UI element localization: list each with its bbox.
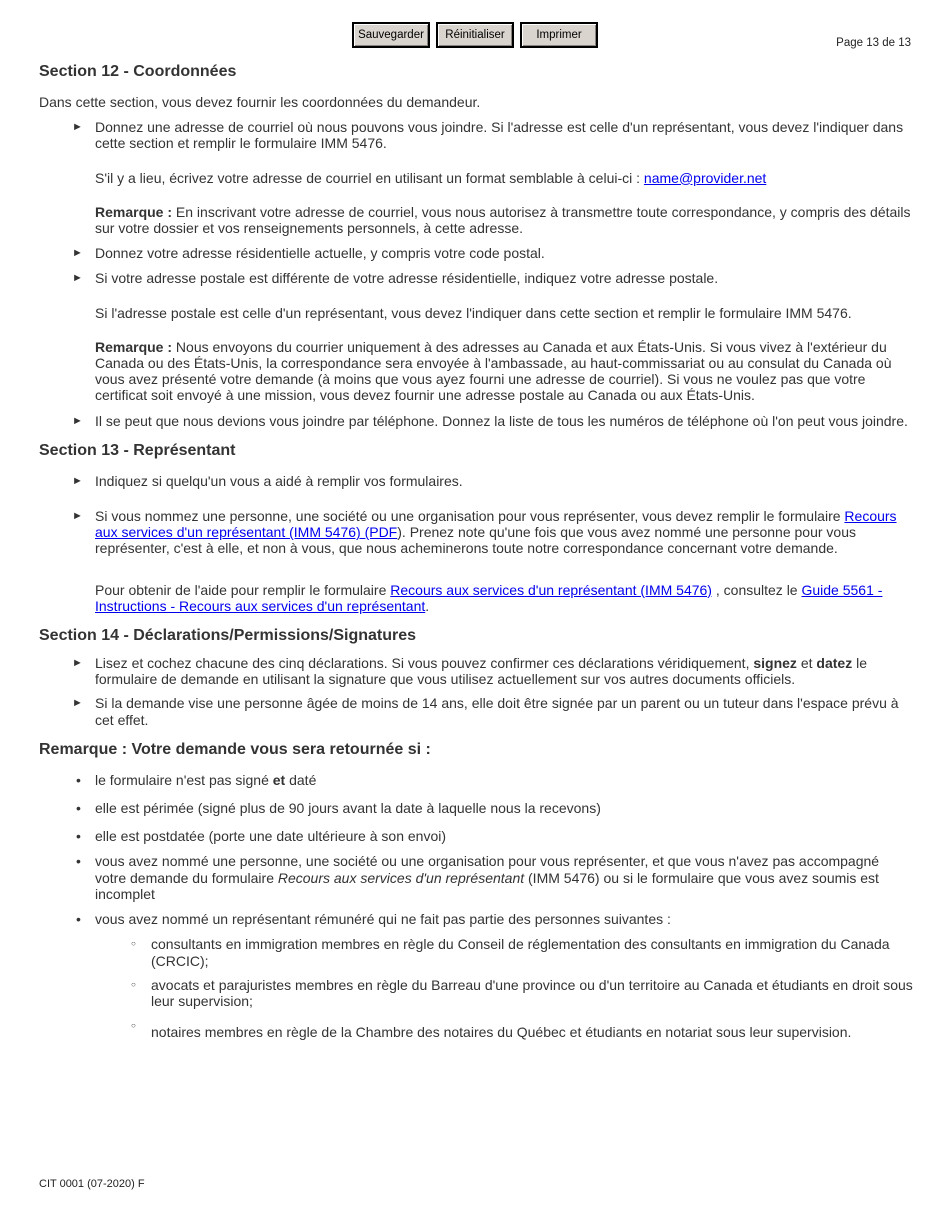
paid-rep-notaries: ○ notaires membres en règle de la Chambre des notaires du Québec et étudiants en notariat sous leur supervision. — [39, 1024, 914, 1040]
note-email-text: En inscrivant votre adresse de courriel, vous nous autorisez à transmettre toute correspondance, y compris des détails sur votre dossier et vos renseignements personnels, à cette adresse. — [95, 203, 911, 237]
guide-5561-link[interactable]: Guide 5561 - Instructions - Recours aux services d'un représentant — [95, 581, 883, 614]
save-button[interactable]: Sauvegarder — [352, 22, 430, 48]
s13-help-guide — [39, 582, 914, 614]
return-item-postdated: • elle est postdatée (porte une date ultérieure à son envoi) — [39, 828, 914, 844]
return-note-title: Remarque : Votre demande vous sera retournée si : — [39, 740, 431, 758]
form-code: CIT 0001 (07-2020) F — [39, 1178, 145, 1190]
decl-text-pre: Lisez et cochez chacune des cinq déclarations. Si vous pouvez confirmer ces déclarations véridiquement, — [95, 655, 754, 672]
page-number: Page 13 de 13 — [836, 37, 911, 49]
s12-bullet-postal: ► Si votre adresse postale est différente de votre adresse résidentielle, indiquez votre adresse postale. — [39, 270, 914, 286]
reset-button[interactable]: Réinitialiser — [436, 22, 514, 48]
paid-rep-consultants: ○ consultants en immigration membres en règle du Conseil de réglementation des consultants en immigration du Canada (CRCIC); — [39, 936, 914, 968]
help-text-pre: Pour obtenir de l'aide pour remplir le formulaire — [95, 581, 391, 598]
rep-form-pre: vous avez nommé une personne, une société ou une organisation pour vous représenter, et que vous n'avez pas accompagné votre demande du formulaire — [95, 853, 880, 886]
imm5476-link[interactable]: Recours aux services d'un représentant (IMM 5476) — [390, 581, 712, 598]
section-13-title: Section 13 - Représentant — [39, 441, 236, 459]
s12-bullet-residential: ► Donnez votre adresse résidentielle actuelle, y compris votre code postal. — [39, 245, 914, 261]
s12-bullet-phone: ► Il se peut que nous devions vous joindre par téléphone. Donnez la liste de tous les numéros de téléphone où l'on peut vous joindre. — [39, 413, 914, 429]
note-mail-text: Nous envoyons du courrier uniquement à des adresses au Canada et aux États-Unis. Si vous vivez à l'extérieur du Canada ou des États-Unis, la correspondance sera envoyée à l'ambassade, au haut-commissariat ou au consulat du Canada où vous avez présenté votre demande (à moins que vous ayez fourni une adresse de courriel). Si vous ne voulez pas que votre certificat soit envoyé à une mission, vous devez fournir une adresse postale au Canada ou aux États-Unis. — [95, 338, 892, 404]
unsigned-post: daté — [285, 771, 317, 788]
note-label: Remarque : — [95, 338, 173, 355]
print-button[interactable]: Imprimer — [520, 22, 598, 48]
email-format-text: S'il y a lieu, écrivez votre adresse de courriel en utilisant un format semblable à celui-ci : — [95, 169, 644, 186]
paid-rep-lawyers: ○ avocats et parajuristes membres en règle du Barreau d'une province ou d'un territoire au Canada et étudiants en droit sous leur supervision; — [39, 977, 914, 1009]
return-item-unsigned — [39, 772, 914, 788]
section-12-title: Section 12 - Coordonnées — [39, 63, 237, 80]
rep-form-title: Recours aux services d'un représentant — [277, 869, 525, 886]
s14-bullet-minor: ► Si la demande vise une personne âgée de moins de 14 ans, elle doit être signée par un parent ou un tuteur dans l'espace prévu à cet effet. — [39, 695, 914, 727]
s12-bullet-email: ► Donnez une adresse de courriel où nous pouvons vous joindre. Si l'adresse est celle d'un représentant, vous devez l'indiquer dans cette section et remplir le formulaire IMM 5476. — [39, 119, 914, 151]
s12-email-format — [39, 170, 914, 186]
return-item-rep-form — [39, 853, 914, 902]
toolbar — [352, 22, 598, 48]
unsigned-et: et — [272, 771, 286, 788]
s12-note-email — [39, 204, 914, 236]
decl-et: et — [796, 655, 817, 672]
s14-bullet-declarations — [39, 655, 914, 687]
return-item-expired: • elle est périmée (signé plus de 90 jours avant la date à laquelle nous la recevons) — [39, 800, 914, 816]
section-12-intro: Dans cette section, vous devez fournir les coordonnées du demandeur. — [39, 94, 481, 110]
rep-form-post: (IMM 5476) ou si le formulaire que vous avez soumis est incomplet — [95, 869, 879, 902]
return-item-paid-rep: • vous avez nommé un représentant rémunéré qui ne fait pas partie des personnes suivantes : — [39, 911, 914, 927]
unsigned-pre: le formulaire n'est pas signé — [95, 771, 273, 788]
email-example-link[interactable]: name@provider.net — [643, 169, 767, 186]
decl-datez: datez — [816, 655, 853, 672]
s13-bullet-representative — [39, 508, 914, 557]
decl-signez: signez — [753, 655, 797, 672]
rep-text-post: ). Prenez note qu'une fois que vous avez nommé une personne pour vous représenter, c'est à elle, et non à vous, que nous acheminerons toute notre correspondance concernant votre demande. — [95, 524, 856, 557]
note-label: Remarque : — [95, 203, 173, 220]
imm5476-pdf-link[interactable]: Recours aux services d'un représentant (IMM 5476) (PDF — [95, 508, 897, 541]
s12-postal-rep: Si l'adresse postale est celle d'un représentant, vous devez l'indiquer dans cette section et remplir le formulaire IMM 5476. — [95, 304, 852, 321]
decl-text-post: le formulaire de demande en utilisant la signature que vous utilisez actuellement sur vos autres documents officiels. — [95, 655, 867, 688]
section-14-title: Section 14 - Déclarations/Permissions/Signatures — [39, 627, 417, 645]
s13-bullet-help: ► Indiquez si quelqu'un vous a aidé à remplir vos formulaires. — [39, 473, 914, 489]
s12-note-mail — [39, 339, 914, 404]
rep-text-pre: Si vous nommez une personne, une société ou une organisation pour vous représenter, vous devez remplir le formulaire — [95, 508, 845, 525]
instructions-content — [39, 62, 914, 1040]
help-text-mid: , consultez le — [711, 581, 802, 598]
help-text-end: . — [425, 597, 430, 614]
